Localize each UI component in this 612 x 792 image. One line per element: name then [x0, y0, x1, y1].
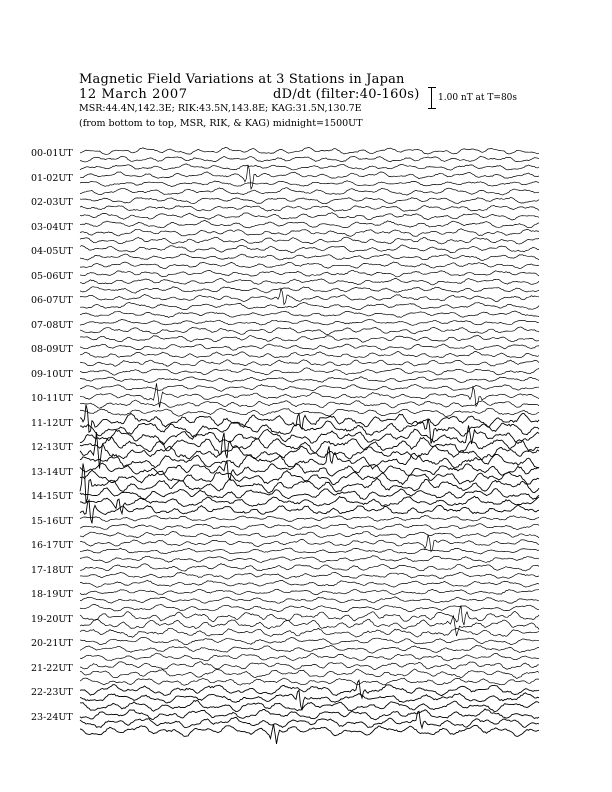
trace-kag-hour-7	[80, 319, 539, 325]
trace-rik-hour-0	[80, 156, 539, 162]
hour-label: 01-02UT	[31, 172, 73, 184]
trace-kag-hour-15	[80, 515, 539, 521]
hour-label: 13-14UT	[31, 466, 73, 478]
hour-label: 11-12UT	[31, 417, 73, 429]
trace-msr-hour-21	[80, 678, 539, 685]
trace-rik-hour-5	[80, 278, 539, 285]
trace-kag-hour-18	[80, 589, 539, 594]
trace-msr-hour-0	[80, 164, 539, 170]
trace-rik-hour-17	[80, 572, 539, 579]
trace-msr-hour-8	[80, 360, 539, 367]
trace-kag-hour-17	[80, 564, 539, 572]
trace-rik-hour-13	[80, 470, 539, 484]
hour-label: 04-05UT	[31, 246, 73, 257]
hour-label: 05-06UT	[31, 270, 73, 282]
hour-label: 06-07UT	[31, 295, 73, 306]
hour-label: 00-01UT	[31, 148, 73, 159]
trace-rik-hour-4	[80, 254, 539, 260]
station-order-note: (from bottom to top, MSR, RIK, & KAG) midnight=1500UT	[79, 118, 363, 129]
hour-label: 22-23UT	[31, 687, 73, 698]
trace-msr-hour-20	[80, 653, 539, 661]
trace-kag-hour-23	[80, 709, 539, 720]
trace-rik-hour-16	[80, 548, 539, 554]
trace-rik-hour-18	[80, 597, 539, 603]
hour-label: 16-17UT	[31, 540, 73, 551]
trace-msr-hour-5	[80, 287, 539, 293]
trace-rik-hour-23	[80, 711, 539, 728]
trace-rik-hour-15	[80, 524, 539, 530]
trace-kag-hour-1	[80, 165, 539, 190]
trace-msr-hour-6	[80, 311, 539, 318]
hour-label: 20-21UT	[31, 638, 73, 649]
hour-label: 17-18UT	[31, 564, 73, 576]
trace-msr-hour-7	[80, 335, 539, 342]
hour-label: 21-22UT	[31, 662, 73, 674]
trace-msr-hour-1	[80, 188, 539, 195]
hour-label: 10-11UT	[31, 393, 73, 404]
hour-label: 03-04UT	[31, 221, 73, 233]
trace-kag-hour-22	[80, 680, 539, 698]
trace-rik-hour-6	[80, 302, 539, 309]
trace-kag-hour-2	[80, 198, 539, 204]
trace-msr-hour-2	[80, 213, 539, 221]
trace-msr-hour-18	[80, 605, 539, 612]
trace-rik-hour-7	[80, 327, 539, 335]
trace-kag-hour-20	[80, 637, 539, 644]
hour-label: 09-10UT	[31, 368, 73, 380]
trace-msr-hour-23	[80, 724, 539, 744]
trace-kag-hour-14	[80, 488, 539, 500]
trace-kag-hour-3	[80, 220, 539, 228]
hour-label: 02-03UT	[31, 197, 73, 208]
hour-label: 14-15UT	[31, 491, 73, 502]
trace-kag-hour-21	[80, 662, 539, 670]
trace-msr-hour-17	[80, 580, 539, 587]
hour-label: 08-09UT	[31, 344, 73, 355]
hour-label: 15-16UT	[31, 515, 73, 527]
hour-label: 18-19UT	[31, 589, 73, 600]
trace-rik-hour-1	[80, 181, 539, 187]
hour-label: 07-08UT	[31, 319, 73, 331]
trace-rik-hour-10	[80, 400, 539, 408]
trace-msr-hour-22	[80, 700, 539, 711]
hour-label: 12-13UT	[31, 442, 73, 453]
trace-msr-hour-9	[80, 385, 539, 392]
trace-kag-hour-6	[80, 289, 539, 305]
trace-kag-hour-8	[80, 344, 539, 350]
trace-rik-hour-9	[80, 377, 539, 383]
trace-kag-hour-13	[80, 462, 539, 480]
scale-label: 1.00 nT at T=80s	[438, 93, 518, 103]
trace-msr-hour-4	[80, 262, 539, 269]
station-coordinates: MSR:44.4N,142.3E; RIK:43.5N,143.8E; KAG:31.5N,130.7E	[79, 103, 362, 114]
chart-date: 12 March 2007	[79, 87, 188, 102]
trace-rik-hour-3	[80, 229, 539, 237]
trace-rik-hour-2	[80, 206, 539, 212]
trace-msr-hour-3	[80, 237, 539, 244]
trace-kag-hour-9	[80, 368, 539, 375]
trace-msr-hour-13	[80, 464, 539, 503]
trace-msr-hour-15	[80, 531, 539, 538]
trace-msr-hour-16	[80, 556, 539, 563]
trace-kag-hour-5	[80, 270, 539, 277]
trace-msr-hour-10	[80, 408, 539, 417]
trace-kag-hour-4	[80, 245, 539, 253]
trace-rik-hour-20	[80, 646, 539, 654]
trace-kag-hour-16	[80, 535, 539, 551]
hour-label: 23-24UT	[31, 711, 73, 723]
hour-label: 19-20UT	[31, 613, 73, 625]
trace-rik-hour-21	[80, 669, 539, 678]
trace-kag-hour-0	[80, 147, 539, 154]
trace-rik-hour-12	[80, 432, 539, 468]
trace-msr-hour-19	[80, 628, 539, 637]
chart-quantity-filter: dD/dt (filter:40-160s)	[273, 87, 420, 102]
trace-rik-hour-8	[80, 351, 539, 357]
chart-title: Magnetic Field Variations at 3 Stations in Japan	[79, 72, 405, 87]
